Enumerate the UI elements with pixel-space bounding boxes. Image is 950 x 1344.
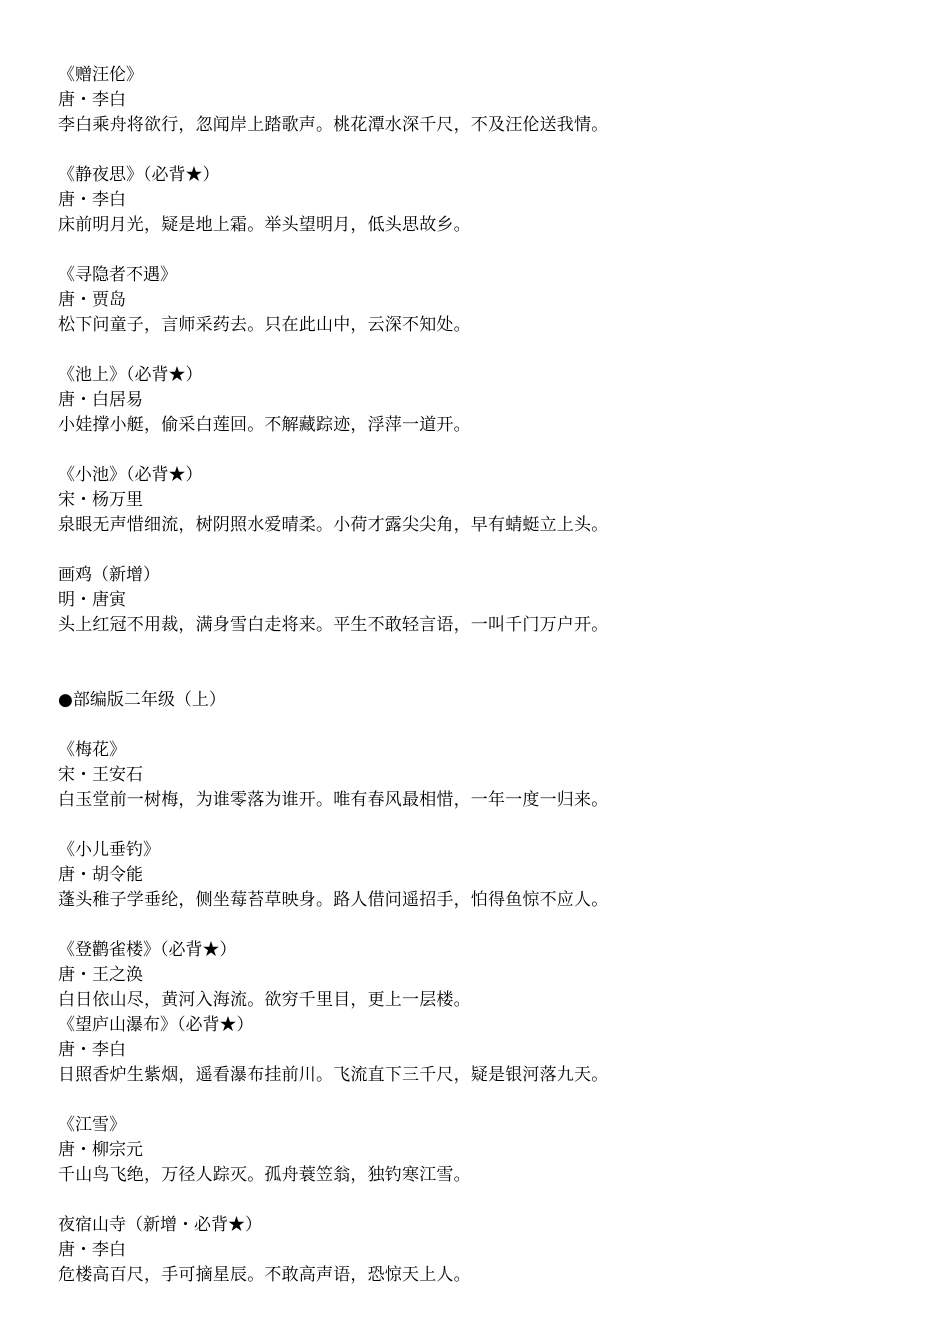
poem-wang-lu-shan-pu-bu (58, 1013, 918, 1088)
poem-mei-hua (58, 738, 918, 813)
spacer (58, 713, 918, 738)
document-page (58, 63, 918, 1288)
poem-title: 画鸡（新增） (58, 565, 160, 585)
poem-author: 宋・杨万里 (58, 490, 143, 510)
section-heading: ●部编版二年级（上） (58, 690, 226, 710)
poem-text: 床前明月光，疑是地上霜。举头望明月，低头思故乡。 (58, 215, 471, 235)
poem-author: 唐・李白 (58, 1240, 126, 1260)
spacer (58, 438, 918, 463)
poem-title: 《江雪》 (58, 1115, 126, 1135)
poem-xiao-er-chui-diao (58, 838, 918, 913)
spacer (58, 1188, 918, 1213)
spacer (58, 813, 918, 838)
poem-jing-ye-si (58, 163, 918, 238)
spacer (58, 138, 918, 163)
poem-author: 唐・柳宗元 (58, 1140, 143, 1160)
spacer (58, 1088, 918, 1113)
poem-text: 千山鸟飞绝，万径人踪灭。孤舟蓑笠翁，独钓寒江雪。 (58, 1165, 471, 1185)
poem-text: 李白乘舟将欲行，忽闻岸上踏歌声。桃花潭水深千尺，不及汪伦送我情。 (58, 115, 609, 135)
poem-author: 宋・王安石 (58, 765, 143, 785)
poem-xiao-chi (58, 463, 918, 538)
poem-author: 唐・李白 (58, 90, 126, 110)
spacer (58, 338, 918, 363)
poem-text: 日照香炉生紫烟，遥看瀑布挂前川。飞流直下三千尺，疑是银河落九天。 (58, 1065, 609, 1085)
poem-title: 《池上》（必背★） (58, 365, 203, 385)
poem-author: 唐・李白 (58, 190, 126, 210)
poem-text: 泉眼无声惜细流，树阴照水爱晴柔。小荷才露尖尖角，早有蜻蜓立上头。 (58, 515, 609, 535)
poem-author: 明・唐寅 (58, 590, 126, 610)
poem-title: 《小池》（必背★） (58, 465, 203, 485)
poem-text: 松下问童子，言师采药去。只在此山中，云深不知处。 (58, 315, 471, 335)
poem-xun-yin-zhe-bu-yu (58, 263, 918, 338)
poem-text: 蓬头稚子学垂纶，侧坐莓苔草映身。路人借问遥招手，怕得鱼惊不应人。 (58, 890, 609, 910)
poem-text: 小娃撑小艇，偷采白莲回。不解藏踪迹，浮萍一道开。 (58, 415, 471, 435)
poem-chi-shang (58, 363, 918, 438)
poem-title: 《小儿垂钓》 (58, 840, 160, 860)
poem-title: 《梅花》 (58, 740, 126, 760)
poem-author: 唐・白居易 (58, 390, 143, 410)
poem-title: 《赠汪伦》 (58, 65, 143, 85)
spacer (58, 913, 918, 938)
poem-ye-su-shan-si (58, 1213, 918, 1288)
poem-title: 夜宿山寺（新增・必背★） (58, 1215, 262, 1235)
poem-title: 《寻隐者不遇》 (58, 265, 177, 285)
spacer (58, 238, 918, 263)
poem-zeng-wang-lun (58, 63, 918, 138)
poem-author: 唐・王之涣 (58, 965, 143, 985)
poem-deng-guan-que-lou (58, 938, 918, 1013)
poem-text: 头上红冠不用裁，满身雪白走将来。平生不敢轻言语，一叫千门万户开。 (58, 615, 609, 635)
poem-author: 唐・贾岛 (58, 290, 126, 310)
poem-jiang-xue (58, 1113, 918, 1188)
spacer (58, 538, 918, 563)
poem-hua-ji (58, 563, 918, 638)
poem-title: 《登鹳雀楼》（必背★） (58, 940, 237, 960)
spacer (58, 638, 918, 688)
poem-title: 《静夜思》（必背★） (58, 165, 220, 185)
poem-text: 白玉堂前一树梅，为谁零落为谁开。唯有春风最相惜，一年一度一归来。 (58, 790, 609, 810)
poem-title: 《望庐山瀑布》（必背★） (58, 1015, 254, 1035)
poem-author: 唐・李白 (58, 1040, 126, 1060)
poem-author: 唐・胡令能 (58, 865, 143, 885)
poem-text: 白日依山尽，黄河入海流。欲穷千里目，更上一层楼。 (58, 990, 471, 1010)
poem-text: 危楼高百尺，手可摘星辰。不敢高声语，恐惊天上人。 (58, 1265, 471, 1285)
